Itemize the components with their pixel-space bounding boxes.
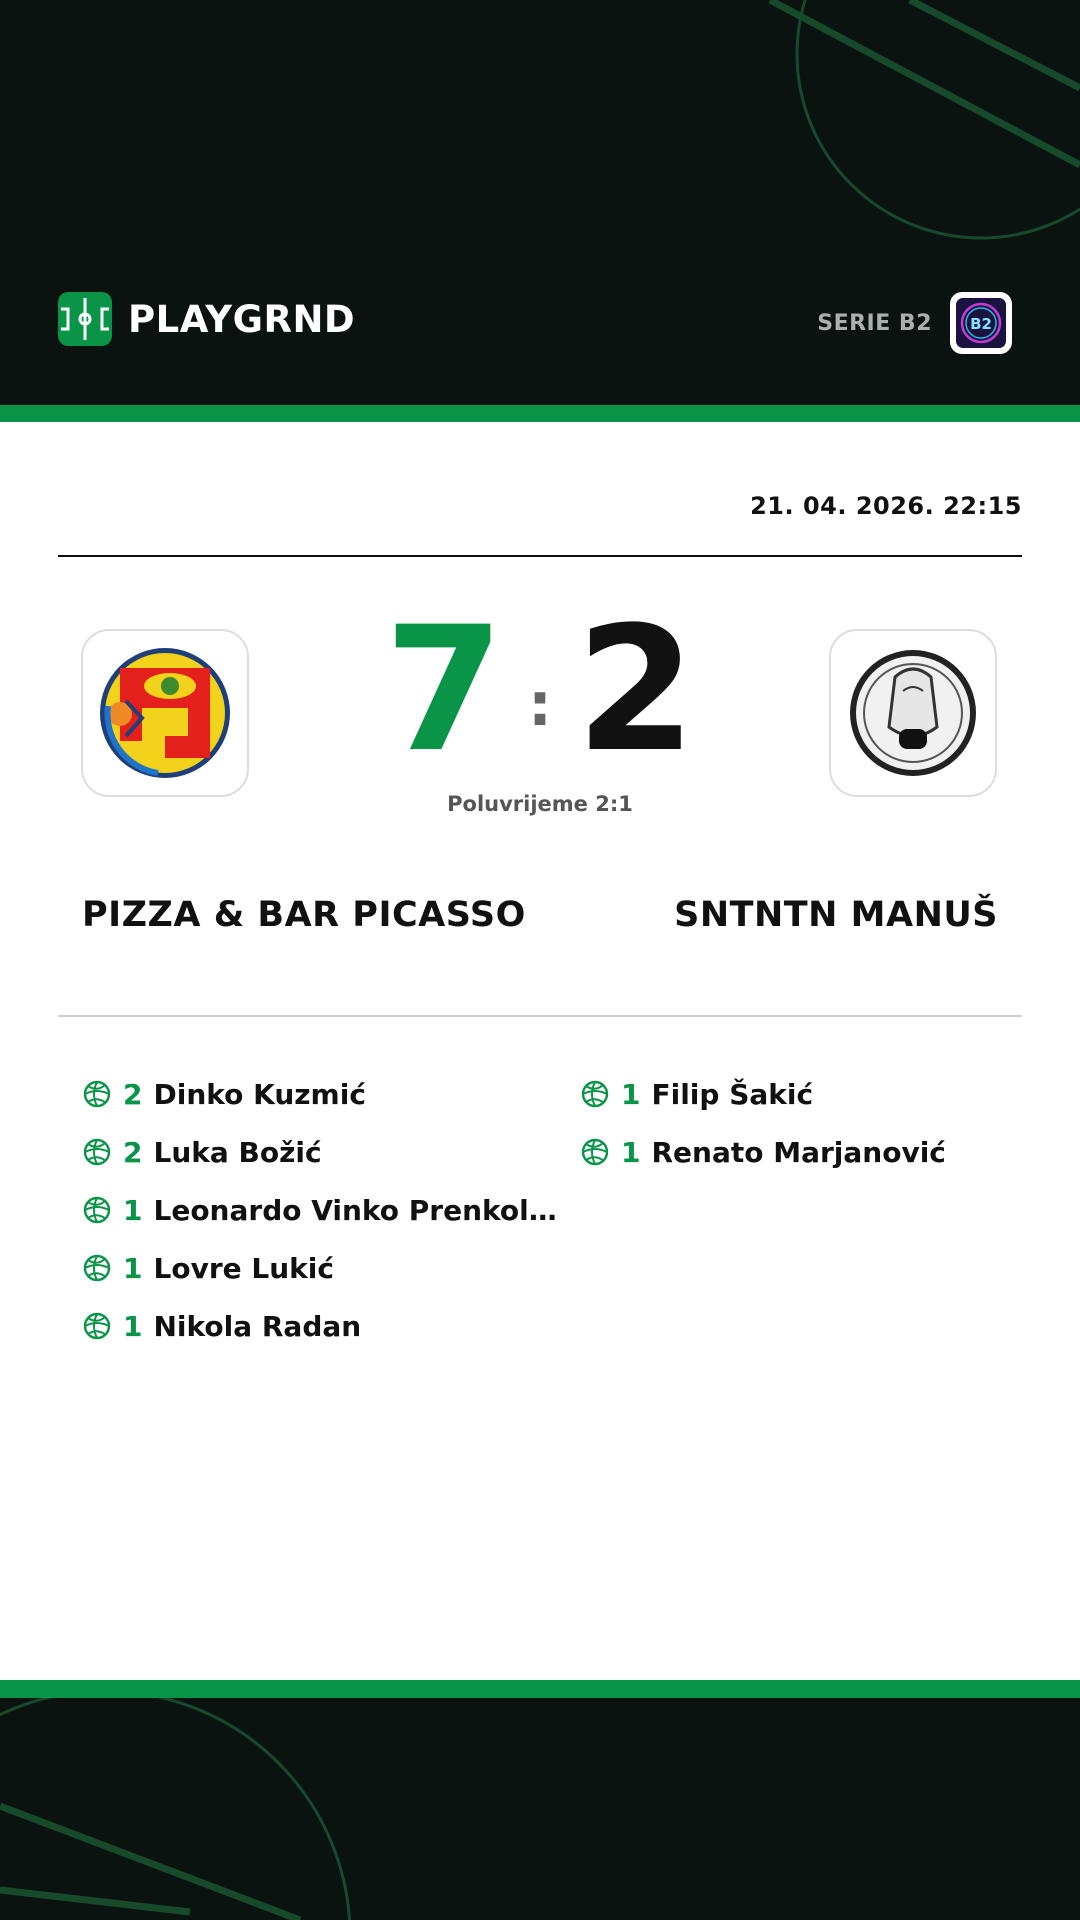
- home-scorers-list: [83, 1065, 563, 1355]
- brand-name: PLAYGRND: [128, 297, 356, 341]
- player-name: Filip Šakić: [651, 1077, 814, 1111]
- ball-icon: [581, 1080, 609, 1108]
- scorer-row: [83, 1181, 563, 1239]
- halftime-score: Poluvrijeme 2:1: [447, 792, 633, 816]
- footer: [0, 1698, 1080, 1920]
- goal-count: 1: [621, 1135, 641, 1169]
- home-team-name: PIZZA & BAR PICASSO: [82, 895, 526, 935]
- pitch-lines-decoration: [0, 1698, 1080, 1920]
- header: [0, 0, 1080, 405]
- league-badge: [950, 292, 1012, 354]
- accent-stripe-top: [0, 405, 1080, 422]
- scorer-row: [581, 1065, 1061, 1123]
- ball-icon: [581, 1138, 609, 1166]
- goal-count: 2: [123, 1135, 143, 1169]
- player-name: Leonardo Vinko Prenkol…: [153, 1193, 557, 1227]
- match-datetime: 21. 04. 2026. 22:15: [750, 492, 1022, 520]
- goal-count: 1: [123, 1193, 143, 1227]
- league-b2-icon: [956, 298, 1006, 348]
- player-name: Lovre Lukić: [153, 1251, 334, 1285]
- divider: [58, 1015, 1022, 1017]
- accent-stripe-bottom: [0, 1680, 1080, 1698]
- ball-icon: [83, 1138, 111, 1166]
- score-separator: :: [528, 670, 552, 740]
- goal-count: 1: [621, 1077, 641, 1111]
- divider: [58, 555, 1022, 557]
- away-team-name: SNTNTN MANUŠ: [674, 895, 998, 935]
- ball-icon: [83, 1312, 111, 1340]
- scorer-row: [83, 1239, 563, 1297]
- away-scorers-list: [581, 1065, 1061, 1181]
- league-info: [817, 292, 1012, 354]
- ball-icon: [83, 1196, 111, 1224]
- home-score: 7: [384, 589, 504, 790]
- svg-text:B2: B2: [970, 315, 992, 333]
- goal-count: 1: [123, 1251, 143, 1285]
- ball-icon: [83, 1254, 111, 1282]
- scoreboard: [0, 589, 1080, 790]
- scorer-row: [83, 1123, 563, 1181]
- scorer-row: [581, 1123, 1061, 1181]
- player-name: Nikola Radan: [153, 1309, 362, 1343]
- scorer-row: [83, 1065, 563, 1123]
- league-name: SERIE B2: [817, 310, 932, 336]
- player-name: Renato Marjanović: [651, 1135, 946, 1169]
- ball-icon: [83, 1080, 111, 1108]
- goal-count: 1: [123, 1309, 143, 1343]
- brand-logo: [58, 292, 355, 346]
- away-score: 2: [576, 589, 696, 790]
- pitch-icon: [58, 292, 112, 346]
- scorer-row: [83, 1297, 563, 1355]
- player-name: Luka Božić: [153, 1135, 322, 1169]
- player-name: Dinko Kuzmić: [153, 1077, 366, 1111]
- goal-count: 2: [123, 1077, 143, 1111]
